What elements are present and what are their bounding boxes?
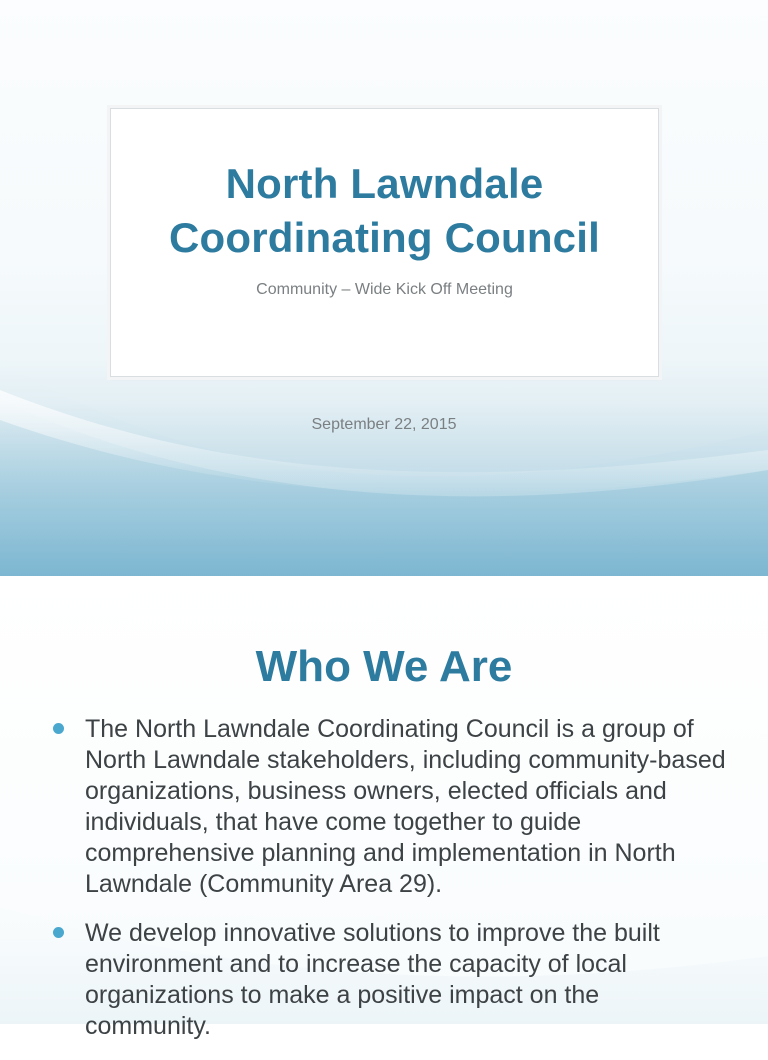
section-title: Who We Are [255, 642, 513, 691]
title-placeholder [110, 108, 659, 377]
slide-title [111, 157, 658, 265]
title-line-1: North Lawndale [225, 160, 544, 207]
slide-date: September 22, 2015 [311, 416, 457, 433]
bullet-list [50, 714, 730, 1060]
slide-subtitle: Community – Wide Kick Off Meeting [256, 281, 513, 298]
title-line-2: Coordinating Council [169, 214, 600, 261]
bullet-dot-icon [53, 723, 64, 734]
bullet-item [50, 714, 730, 900]
bullet-text: We develop innovative solutions to improve the built environment and to increase the capacity of local organizations to make a positive impact on the community. [85, 919, 660, 1040]
bullet-text: The North Lawndale Coordinating Council is a group of North Lawndale stakeholders, including community-based organizations, business owners, elected officials and individuals, that have come together to guide comprehensive planning and implementation in North Lawndale (Community Area 29). [85, 715, 726, 898]
bullet-dot-icon [53, 927, 64, 938]
bullet-item [50, 918, 730, 1042]
content-slide [0, 576, 768, 1040]
